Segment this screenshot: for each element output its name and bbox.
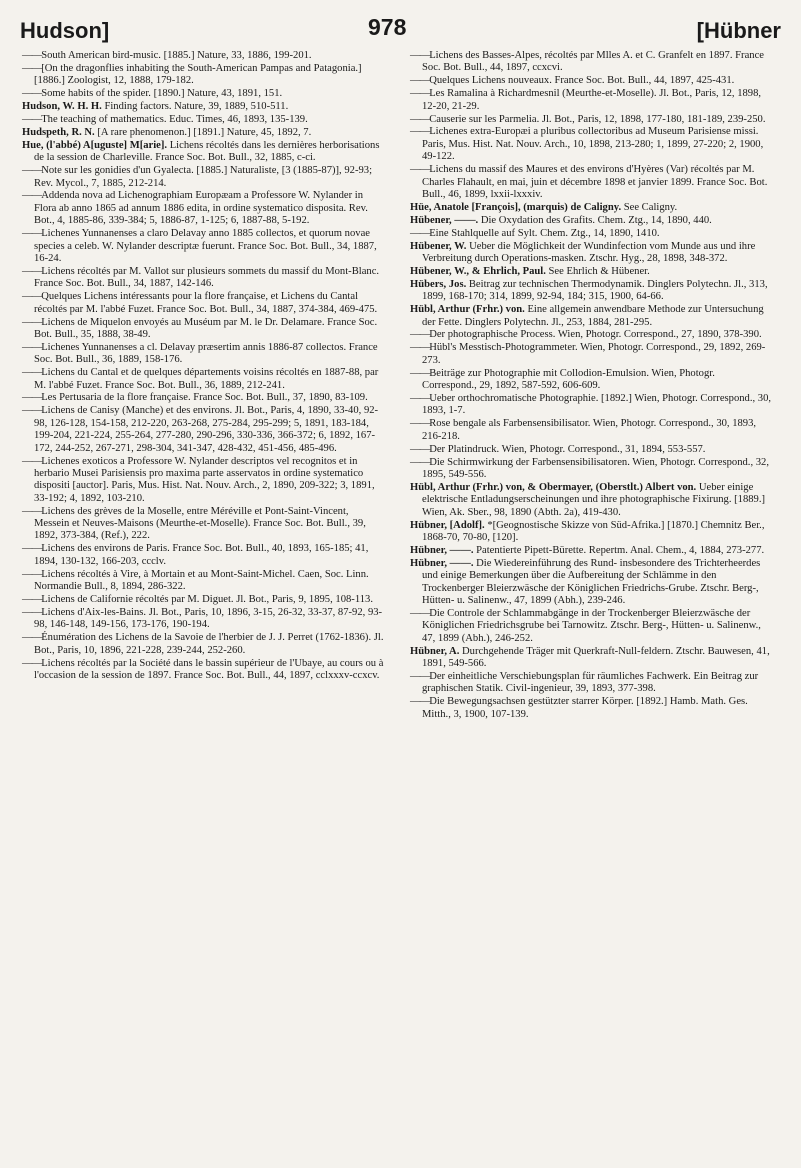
bibliography-entry — [22, 594, 384, 606]
entry-citation: Eine allgemein anwendbare Methode zur Untersuchung der Fette. Dinglers Polytechn. Jl., 253, 1884, 281-295. — [422, 304, 764, 328]
header-left-author: Hudson] — [20, 18, 110, 43]
entry-citation: The teaching of mathematics. Educ. Times, 46, 1893, 135-139. — [41, 114, 308, 126]
entry-citation: Énumération des Lichens de la Savoie de l'herbier de J. J. Perret (1762-1836). Jl. Bot., Paris, 10, 1896, 221-228, 239-244, 252-260. — [34, 632, 384, 656]
entry-citation: Rose bengale als Farbensensibilisator. Wien, Photogr. Correspond., 30, 1893, 216-218. — [422, 418, 757, 442]
entry-citation: Die Bewegungsachsen gestützter starrer Körper. [1892.] Hamb. Math. Ges. Mitth., 3, 1900, 107-139. — [422, 696, 748, 720]
bibliography-entry — [410, 75, 772, 87]
entry-citation: Causerie sur les Parmelia. Jl. Bot., Paris, 12, 1898, 177-180, 181-189, 239-250. — [429, 113, 766, 125]
bibliography-entry — [22, 190, 384, 227]
entry-author: Hübl, Arthur (Frhr.) von. — [410, 304, 525, 316]
entry-citation: Les Pertusaria de la flore française. France Soc. Bot. Bull., 37, 1890, 83-109. — [41, 392, 368, 404]
entry-author: Hübener, ——. — [410, 214, 479, 226]
entry-citation: Lichens de Canisy (Manche) et des environs. Jl. Bot., Paris, 4, 1890, 33-40, 92-98, 126-128, 154-158, 212-220, 263-268, 275-284, 295-299; 5, 1891, 183-184, 199-204, 221-224, 255-264, 277-280, 290-296, 330-336, 366-372; 6, 1892, 167-172, 244-252, 267-271, 298-304, 341-347, 428-432, 451-456, 485-496. — [34, 405, 379, 454]
entry-citation: Lichens récoltés par M. Vallot sur plusieurs sommets du massif du Mont-Blanc. France Soc. Bot. Bull., 34, 1887, 142-146. — [34, 265, 380, 290]
bibliography-entry — [22, 367, 384, 392]
entry-citation: See Ehrlich & Hübener. — [545, 265, 650, 277]
bibliography-entry — [22, 50, 384, 62]
entry-citation: Lichenes Yunnanenses a claro Delavay anno 1885 collectos, et quorum novae species a celeb. W. Nylander descriptæ fuerunt. France Soc. Bot. Bull., 34, 1887, 16-24. — [34, 228, 377, 264]
entry-citation: Quelques Lichens nouveaux. France Soc. Bot. Bull., 44, 1897, 425-431. — [429, 75, 735, 87]
bibliography-entry — [410, 671, 772, 696]
entry-citation: [On the dragonflies inhabiting the South-American Pampas and Patagonia.] [1886.] Zoologist, 12, 1888, 179-182. — [34, 62, 362, 87]
entry-citation: Die Controle der Schlammabgänge in der Trockenberger Bleierzwäsche der Königlichen Friedrichsgrube bei Tarnowitz. Ztschr. Berg-, Hütten- u. Salinenw., 47, 1899 (Abh.), 246-252. — [422, 607, 761, 644]
entry-citation: Beiträge zur Photographie mit Collodion-Emulsion. Wien, Photogr. Correspond., 29, 1892, 587-592, 606-609. — [422, 367, 715, 392]
entry-citation: Lichens des grèves de la Moselle, entre Méréville et Pont-Saint-Vincent, Messein et Neuves-Maisons (Meurthe-et-Moselle). France Soc. Bot. Bull., 39, 1892, 373-384, (Ref.), 222. — [34, 505, 366, 542]
bibliography-entry — [410, 545, 772, 557]
entry-citation: Durchgehende Träger mit Querkraft-Null-feldern. Ztschr. Bauwesen, 41, 1891, 549-566. — [422, 645, 770, 669]
entry-citation: Ueber orthochromatische Photographie. [1892.] Wien, Photogr. Correspond., 30, 1893, 1-7. — [422, 392, 772, 417]
entry-citation: Les Ramalina à Richardmesnil (Meurthe-et-Moselle). Jl. Bot., Paris, 12, 1898, 12-20, 21-29. — [422, 88, 762, 112]
bibliography-entry — [22, 88, 384, 100]
entry-author: Hue, (l'abbé) A[uguste] M[arie]. — [22, 139, 168, 151]
bibliography-entry — [22, 456, 384, 506]
bibliography-entry — [410, 279, 772, 304]
bibliography-entry — [410, 558, 772, 608]
bibliography-entry — [22, 632, 384, 657]
entry-citation: [A rare phenomenon.] [1891.] Nature, 45, 1892, 7. — [94, 126, 312, 138]
bibliography-entry — [410, 342, 772, 367]
entry-author: Hudspeth, R. N. — [22, 126, 95, 138]
entry-citation: Lichens de Miquelon envoyés au Muséum par M. le Dr. Delamare. France Soc. Bot. Bull., 35, 1888, 38-49. — [34, 316, 378, 340]
bibliography-entry — [22, 228, 384, 265]
bibliography-entry — [410, 520, 772, 545]
bibliography-entry — [22, 342, 384, 367]
entry-citation: South American bird-music. [1885.] Nature, 33, 1886, 199-201. — [41, 50, 312, 61]
bibliography-entry — [22, 127, 384, 139]
bibliography-entry — [22, 114, 384, 126]
bibliography-entry — [22, 569, 384, 594]
entry-citation: Ueber einige elektrische Entladungserscheinungen und ihre photographische Fixirung. [1889.] Wien, Ak. Sber., 98, 1890 (Abth. 2a), 419-430. — [422, 481, 766, 518]
entry-citation: Lichens récoltés par la Société dans le bassin supérieur de l'Ubaye, au cours ou à l'occasion de la session de 1897. France Soc. Bot. Bull., 44, 1897, cclxxxv-ccxcv. — [34, 657, 384, 681]
entry-author: Hübl, Arthur (Frhr.) von, & Obermayer, (Oberstlt.) Albert von. — [410, 481, 697, 493]
entry-citation: Patentierte Pipett-Bürette. Repertm. Anal. Chem., 4, 1884, 273-277. — [473, 544, 765, 556]
bibliography-entry — [410, 608, 772, 645]
bibliography-entry — [22, 317, 384, 342]
entry-citation: Note sur les gonidies d'un Gyalecta. [1885.] Naturaliste, [3 (1885-87)], 92-93; Rev. Mycol., 7, 1885, 212-214. — [34, 165, 373, 189]
entry-citation: Lichenes exoticos a Professore W. Nylander descriptos vel recognitos et in herbario Musei Parisiensis pro maxima parte asservatos in ordine systematico dispositi [auctor]. Paris, Mus. Hist. Nat. Nouv. Arch., 2, 1890, 209-322; 3, 1891, 33-192; 4, 1892, 103-210. — [34, 455, 375, 504]
bibliography-entry — [22, 165, 384, 190]
bibliography-entry — [22, 63, 384, 88]
entry-citation: Lichens des environs de Paris. France Soc. Bot. Bull., 40, 1893, 165-185; 41, 1894, 130-132, 166-203, ccclv. — [34, 543, 369, 567]
entry-citation: Beitrag zur technischen Thermodynamik. Dinglers Polytechn. Jl., 313, 1899, 168-170; 314, 1899, 92-94, 184; 315, 1900, 64-66. — [422, 278, 768, 303]
entry-citation: Ueber die Möglichkeit der Wundinfection vom Munde aus und ihre Verbreitung durch Operations-masken. Ztschr. Hyg., 28, 1898, 348-372. — [422, 240, 756, 264]
entry-citation: Lichens d'Aix-les-Bains. Jl. Bot., Paris, 10, 1896, 3-15, 26-32, 33-37, 87-92, 93-98, 146-148, 149-156, 173-176, 190-194. — [34, 606, 383, 631]
bibliography-entry — [410, 482, 772, 519]
bibliography-entry — [410, 215, 772, 227]
entry-author: Hüe, Anatole [François], (marquis) de Caligny. — [410, 201, 622, 213]
bibliography-entry — [22, 140, 384, 165]
entry-citation: Die Schirmwirkung der Farbensensibilisatoren. Wien, Photogr. Correspond., 32, 1895, 549-556. — [422, 456, 769, 480]
bibliography-entry — [22, 392, 384, 404]
entry-citation: Quelques Lichens intéressants pour la flore française, et Lichens du Cantal récoltés par M. l'abbé Fuzet. France Soc. Bot. Bull., 34, 1887, 374-384, 469-475. — [34, 291, 378, 315]
bibliography-entry — [410, 696, 772, 721]
entry-citation: Finding factors. Nature, 39, 1889, 510-511. — [101, 101, 289, 113]
entry-citation: Eine Stahlquelle auf Sylt. Chem. Ztg., 14, 1890, 1410. — [429, 227, 660, 239]
entry-citation: Lichens de Californie récoltés par M. Diguet. Jl. Bot., Paris, 9, 1895, 108-113. — [41, 593, 373, 605]
bibliography-entry — [410, 228, 772, 240]
right-column — [410, 50, 772, 722]
entry-citation: Lichens des Basses-Alpes, récoltés par Mlles A. et C. Granfelt en 1897. France Soc. Bot. Bull., 44, 1897, ccxcvi. — [422, 50, 764, 74]
bibliography-entry — [22, 658, 384, 683]
entry-citation: Addenda nova ad Lichenographiam Europæam a Professore W. Nylander in Flora ab anno 1865 ad annum 1886 edita, in ordine systematico disposita. Rev. Bot., 4, 1885-86, 339-384; 5, 1886-87, 1-125; 6, 1887-88, 5-192. — [34, 190, 368, 227]
bibliography-entry — [410, 646, 772, 671]
bibliography-entry — [410, 368, 772, 393]
bibliography-entry — [22, 101, 384, 113]
entry-citation: Lichenes extra-Europæi a pluribus collectoribus ad Museum Parisiense missi. Paris, Mus. Hist. Nat. Nouv. Arch., 10, 1898, 213-280; 1, 1899, 27-220; 2, 1900, 49-122. — [422, 126, 764, 163]
bibliography-entry — [410, 457, 772, 482]
entry-author: Hübener, W. — [410, 240, 467, 252]
entry-citation: Lichenes Yunnanenses a cl. Delavay præsertim annis 1886-87 collectos. France Soc. Bot. Bull., 36, 1889, 158-176. — [34, 341, 378, 366]
entry-citation: Der einheitliche Verschiebungsplan für räumliches Fachwerk. Ein Beitrag zur graphischen Statik. Civil-ingenieur, 39, 1893, 377-398. — [422, 670, 759, 695]
page-header — [20, 8, 781, 48]
bibliography-entry — [22, 266, 384, 291]
bibliography-entry — [410, 329, 772, 341]
entry-citation: Lichens récoltés dans les dernières herborisations de la session de Charleville. France Soc. Bot. Bull., 32, 1885, c-ci. — [34, 139, 380, 164]
entry-author: Hübner, ——. — [410, 557, 474, 569]
bibliography-entry — [410, 126, 772, 163]
entry-citation: Hübl's Messtisch-Photogrammeter. Wien, Photogr. Correspond., 29, 1892, 269-273. — [422, 342, 766, 366]
entry-author: Hübner, ——. — [410, 544, 474, 556]
bibliography-entry — [410, 418, 772, 443]
entry-citation: Der photographische Process. Wien, Photogr. Correspond., 27, 1890, 378-390. — [429, 329, 762, 341]
bibliography-entry — [22, 291, 384, 316]
entry-citation: *[Geognostische Skizze von Süd-Afrika.] [1870.] Chemnitz Ber., 1868-70, 70-80, [120]. — [422, 519, 765, 543]
bibliography-entry — [22, 607, 384, 632]
entry-citation: See Caligny. — [621, 201, 678, 213]
bibliography-entry — [410, 304, 772, 329]
entry-author: Hübner, A. — [410, 645, 460, 657]
entry-author: Hübner, [Adolf]. — [410, 519, 485, 531]
entry-citation: Die Oxydation des Grafits. Chem. Ztg., 14, 1890, 440. — [478, 214, 712, 226]
bibliography-entry — [410, 50, 772, 75]
entry-citation: Die Wiedereinführung des Rund- insbesondere des Trichterheerdes und einige Bemerkungen über die Aufbereitung der Schlämme in den Trockenberger Bleierzwäsche der Königlichen Friedrichs-Grube. Ztschr. Berg-, Hütten- u. Salinenw., 47, 1899 (Abh.), 239-246. — [422, 557, 761, 606]
bibliography-entry — [410, 202, 772, 214]
entry-citation: Some habits of the spider. [1890.] Nature, 43, 1891, 151. — [41, 88, 283, 100]
header-right-author: [Hübner — [696, 18, 781, 43]
page-number: 978 — [368, 14, 407, 40]
bibliography-entry — [410, 241, 772, 266]
bibliography-entry — [410, 266, 772, 278]
bibliography-entry — [410, 114, 772, 126]
bibliography-entry — [22, 543, 384, 568]
bibliography-entry — [410, 444, 772, 456]
entry-citation: Der Platindruck. Wien, Photogr. Correspond., 31, 1894, 553-557. — [429, 443, 706, 455]
entry-citation: Lichens récoltés à Vire, à Mortain et au Mont-Saint-Michel. Caen, Soc. Linn. Normandie Bull., 8, 1894, 286-322. — [34, 568, 369, 593]
bibliography-entry — [410, 88, 772, 113]
entry-citation: Lichens du Cantal et de quelques départements voisins récoltés en 1887-88, par M. l'abbé Fuzet. France Soc. Bot. Bull., 36, 1889, 212-241. — [34, 367, 379, 391]
entry-author: Hübener, W., & Ehrlich, Paul. — [410, 265, 546, 277]
entry-author: Hudson, W. H. H. — [22, 101, 102, 113]
bibliography-entry — [410, 164, 772, 201]
bibliography-entry — [410, 393, 772, 418]
bibliography-entry — [22, 405, 384, 455]
bibliography-entry — [22, 506, 384, 543]
entry-author: Hübers, Jos. — [410, 278, 467, 290]
entry-citation: Lichens du massif des Maures et des environs d'Hyères (Var) récoltés par M. Charles Flahault, en mai, juin et décembre 1898 et janvier 1899. France Soc. Bot. Bull., 46, 1899, lxxii-lxxxiv. — [422, 164, 768, 200]
left-column — [22, 50, 384, 683]
